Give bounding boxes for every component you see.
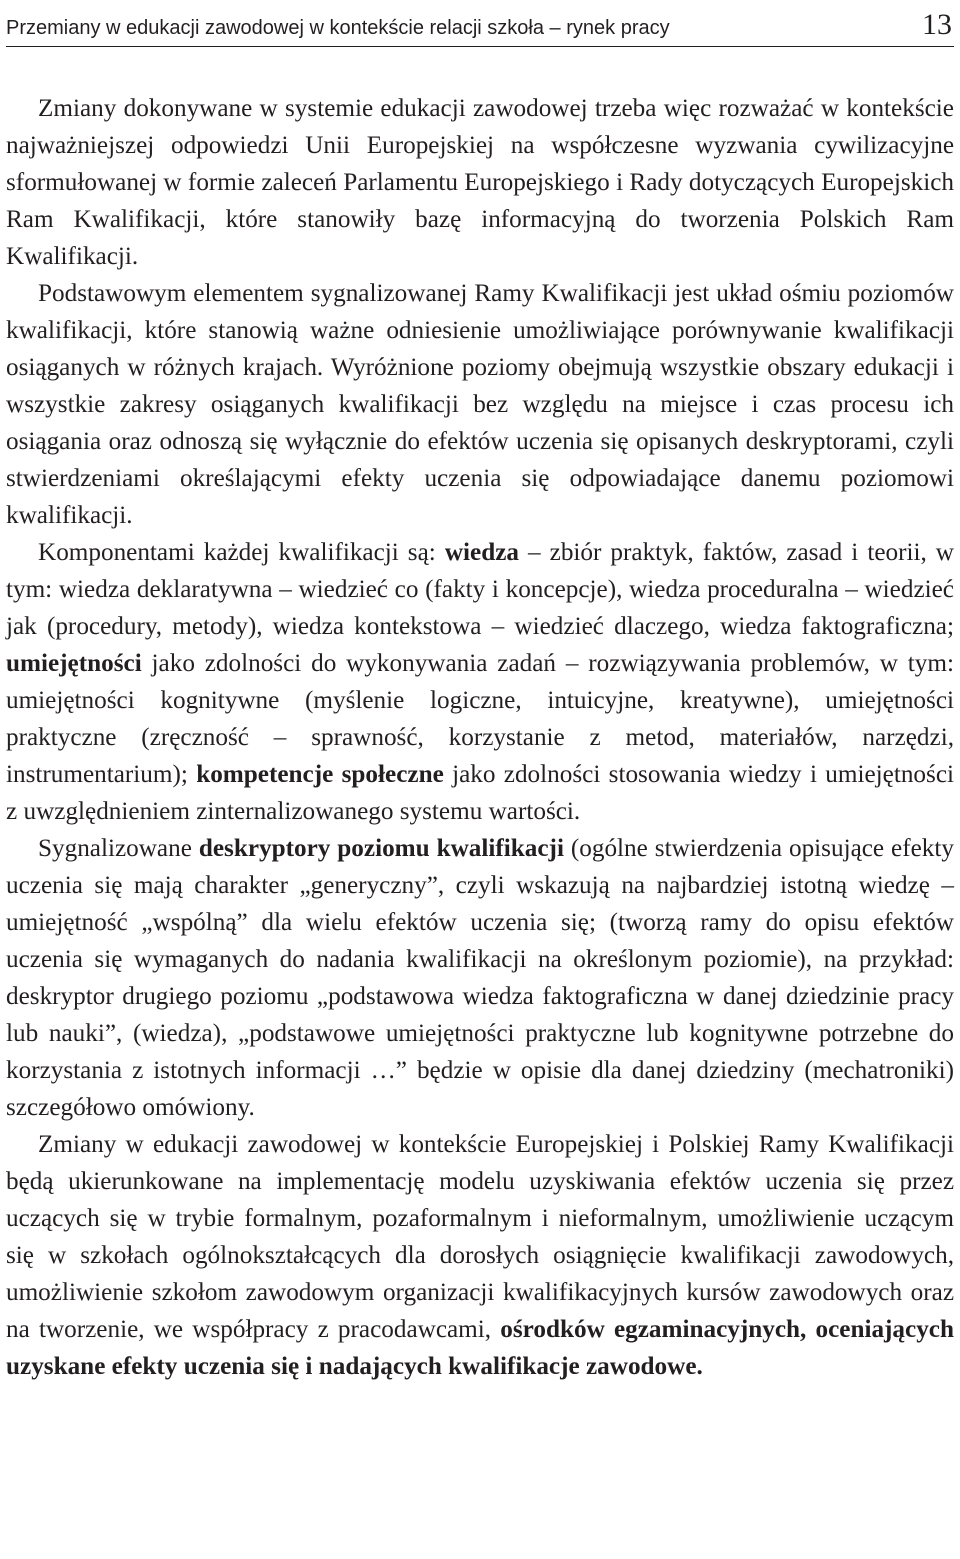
paragraph-text: jako zdolności do wykonywania zadań – rozwiązywania problemów, w tym: umiejętności kognitywne (myślenie logiczne, intuicyjne, kreatywne), umiejętności praktyczne (zręczność – sprawność, korzystanie z metod, materiałów, narzędzi, instrumentarium); bbox=[6, 650, 954, 788]
bold-term-wiedza: wiedza bbox=[444, 539, 519, 566]
bold-term-deskryptory: deskryptory poziomu kwalifikacji bbox=[198, 835, 564, 862]
bold-term-osrodki: ośrodków egzaminacyjnych, oceniających uzyskane efekty uczenia się i nadających kwalifikacje zawodowe. bbox=[6, 1316, 954, 1380]
paragraph-text: Komponentami każdej kwalifikacji są: bbox=[38, 539, 445, 566]
paragraph-5 bbox=[6, 1126, 954, 1385]
bold-term-umiejetnosci: umiejętności bbox=[6, 650, 142, 677]
paragraph-3 bbox=[6, 534, 954, 830]
paragraph-4 bbox=[6, 830, 954, 1126]
paragraph-1 bbox=[6, 90, 954, 275]
body-text bbox=[6, 90, 954, 1385]
page-number: 13 bbox=[922, 8, 952, 41]
paragraph-text: (ogólne stwierdzenia opisujące efekty uczenia się mają charakter „generyczny”, czyli wskazują na najbardziej istotną wiedzę – umiejętność „wspólną” dla wielu efektów uczenia się; (tworzą ramy do opisu efektów uczenia się wymaganych do nadania kwalifikacji na określonym poziomie), na przykład: deskryptor drugiego poziomu „podstawowa wiedza faktograficzna w danej dziedzinie pracy lub nauki”, (wiedza), „podstawowe umiejętności praktyczne lub kognitywne potrzebne do korzystania z istotnych informacji …” będzie w opisie dla danej dziedziny (mechatroniki) szczegółowo omówiony. bbox=[6, 835, 954, 1121]
paragraph-2 bbox=[6, 275, 954, 534]
paragraph-text: Sygnalizowane bbox=[38, 835, 199, 862]
bold-term-kompetencje: kompetencje społeczne bbox=[196, 761, 444, 788]
paragraph-text: Zmiany dokonywane w systemie edukacji zawodowej trzeba więc rozważać w kontekście najważniejszej odpowiedzi Unii Europejskiej na współczesne wyzwania cywilizacyjne sformułowanej w formie zaleceń Parlamentu Europejskiego i Rady dotyczących Europejskich Ram Kwalifikacji, które stanowiły bazę informacyjną do tworzenia Polskich Ram Kwalifikacji. bbox=[6, 95, 954, 270]
paragraph-text: jako zdolności stosowania wiedzy i umiejętności z uwzględnieniem zinternalizowanego systemu wartości. bbox=[6, 761, 954, 825]
running-header-title: Przemiany w edukacji zawodowej w kontekście relacji szkoła – rynek pracy bbox=[6, 17, 670, 39]
running-header bbox=[6, 10, 954, 47]
paragraph-text: – zbiór praktyk, faktów, zasad i teorii, w tym: wiedza deklaratywna – wiedzieć co (fakty i koncepcje), wiedza proceduralna – wiedzieć jak (procedury, metody), wiedza kontekstowa – wiedzieć dlaczego, wiedza faktograficzna; bbox=[6, 539, 954, 640]
paragraph-text: Podstawowym elementem sygnalizowanej Ramy Kwalifikacji jest układ ośmiu poziomów kwalifikacji, które stanowią ważne odniesienie umożliwiające porównywanie kwalifikacji osiąganych w różnych krajach. Wyróżnione poziomy obejmują wszystkie obszary edukacji i wszystkie zakresy osiąganych kwalifikacji bez względu na miejsce i czas procesu ich osiągania oraz odnoszą się wyłącznie do efektów uczenia się opisanych deskryptorami, czyli stwierdzeniami określającymi efekty uczenia się odpowiadające danemu poziomowi kwalifikacji. bbox=[6, 280, 954, 529]
paragraph-text: Zmiany w edukacji zawodowej w kontekście Europejskiej i Polskiej Ramy Kwalifikacji będą ukierunkowane na implementację modelu uzyskiwania efektów uczenia się przez uczących się w trybie formalnym, pozaformalnym i nieformalnym, umożliwienie uczącym się w szkołach ogólnokształcących dla dorosłych osiągnięcie kwalifikacji zawodowych, umożliwienie szkołom zawodowym organizacji kwalifikacyjnych kursów zawodowych oraz na tworzenie, we współpracy z pracodawcami, bbox=[6, 1131, 954, 1343]
